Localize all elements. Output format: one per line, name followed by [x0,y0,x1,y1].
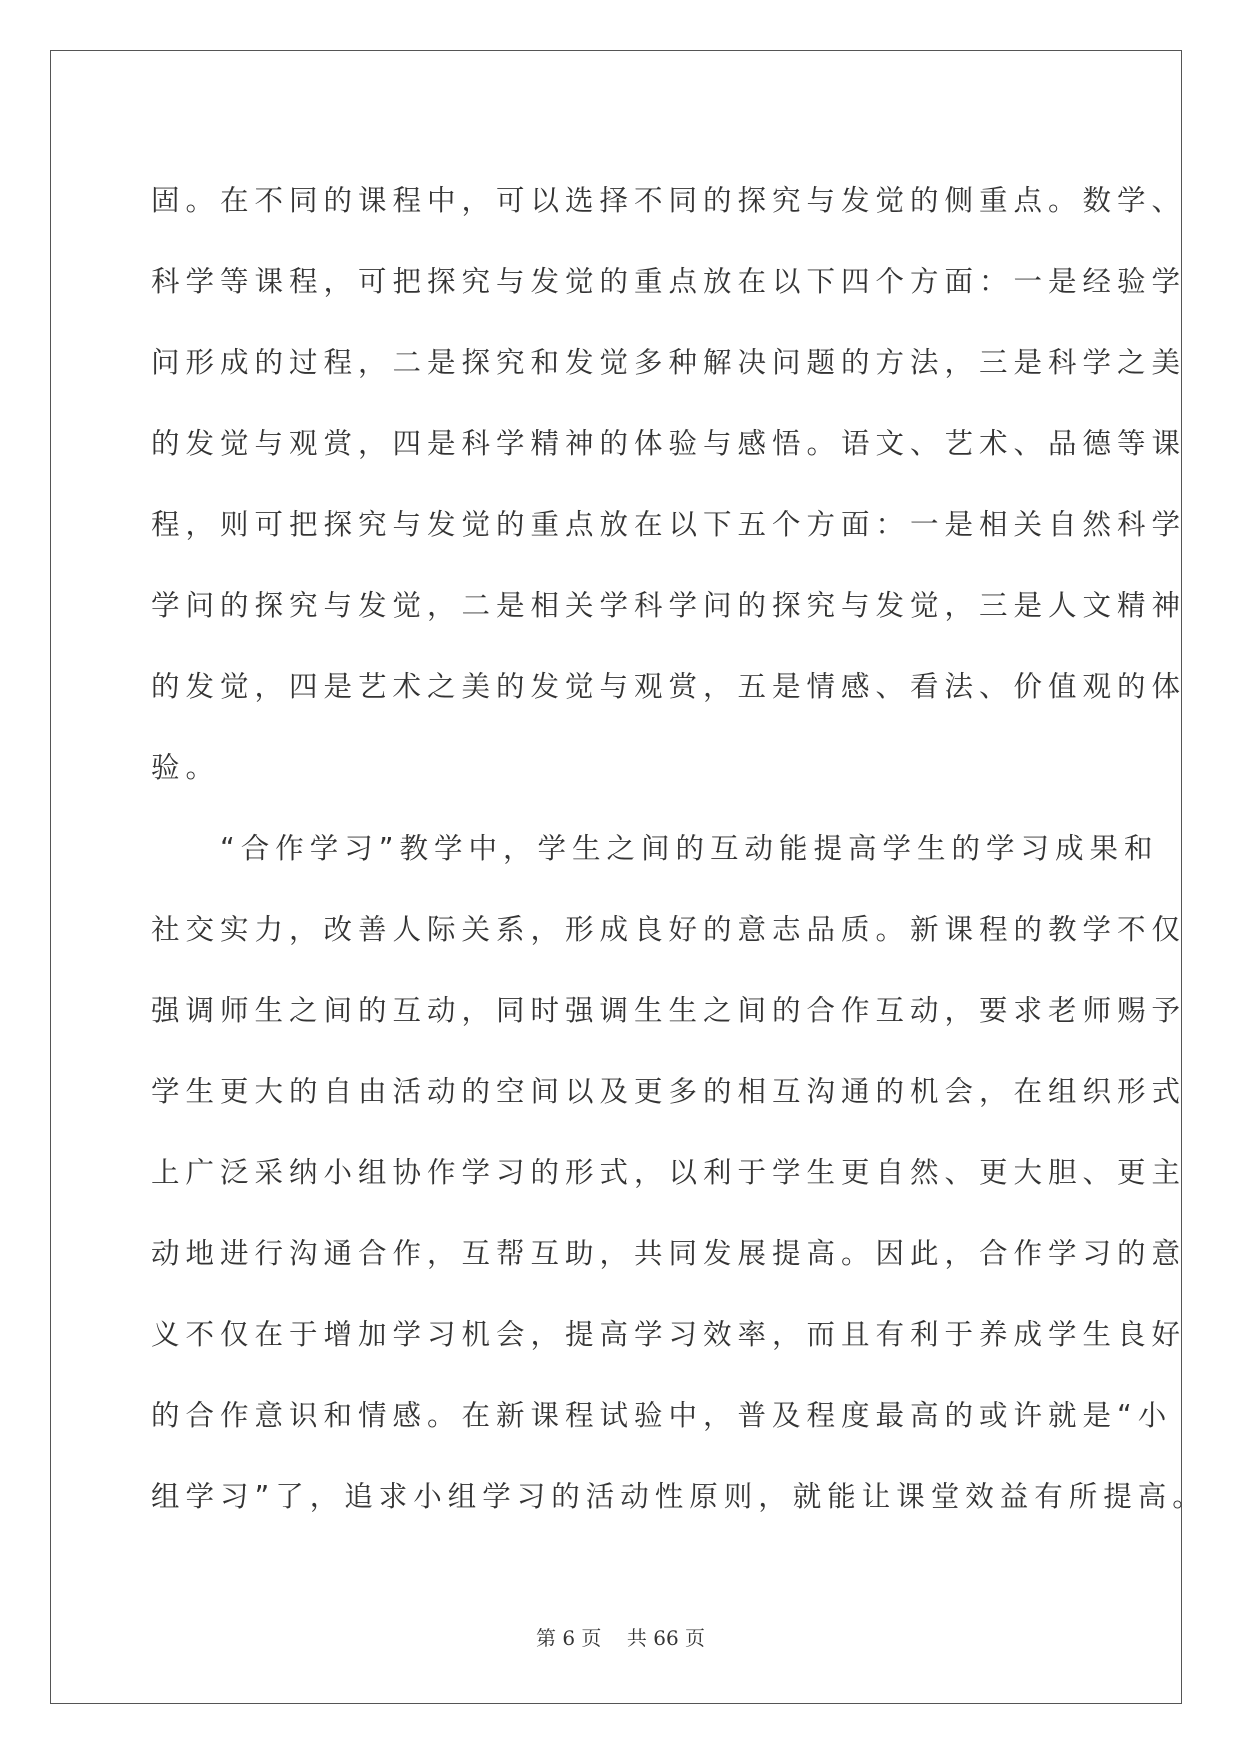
text-line: 义不仅在于增加学习机会，提高学习效率，而且有利于养成学生良好 [151,1318,1187,1351]
text-line: 验。 [151,751,221,784]
text-line: 动地进行沟通合作，互帮互助，共同发展提高。因此，合作学习的意 [151,1237,1187,1270]
text-line: 上广泛采纳小组协作学习的形式，以利于学生更自然、更大胆、更主 [151,1156,1187,1189]
text-line: “合作学习”教学中，学生之间的互动能提高学生的学习成果和 [151,832,1159,865]
text-line: 的发觉与观赏，四是科学精神的体验与感悟。语文、艺术、品德等课 [151,427,1187,460]
page-number: 第 6 页 [535,1626,602,1650]
text-line: 固。在不同的课程中，可以选择不同的探究与发觉的侧重点。数学、 [151,184,1187,217]
body-text [151,160,1207,1537]
text-line: 程，则可把探究与发觉的重点放在以下五个方面：一是相关自然科学 [151,508,1187,541]
page-footer [0,1622,1241,1651]
text-line: 强调师生之间的互动，同时强调生生之间的合作互动，要求老师赐予 [151,994,1187,1027]
text-line: 科学等课程，可把探究与发觉的重点放在以下四个方面：一是经验学 [151,265,1187,298]
text-line: 的合作意识和情感。在新课程试验中，普及程度最高的或许就是“小 [151,1399,1173,1432]
text-line: 社交实力，改善人际关系，形成良好的意志品质。新课程的教学不仅 [151,913,1187,946]
text-line: 学问的探究与发觉，二是相关学科学问的探究与发觉，三是人文精神 [151,589,1187,622]
text-line: 问形成的过程，二是探究和发觉多种解决问题的方法，三是科学之美 [151,346,1187,379]
text-line: 组学习”了，追求小组学习的活动性原则，就能让课堂效益有所提高。 [151,1480,1207,1513]
page-total: 共 66 页 [626,1626,706,1650]
text-line: 学生更大的自由活动的空间以及更多的相互沟通的机会，在组织形式 [151,1075,1187,1108]
text-line: 的发觉，四是艺术之美的发觉与观赏，五是情感、看法、价值观的体 [151,670,1187,703]
